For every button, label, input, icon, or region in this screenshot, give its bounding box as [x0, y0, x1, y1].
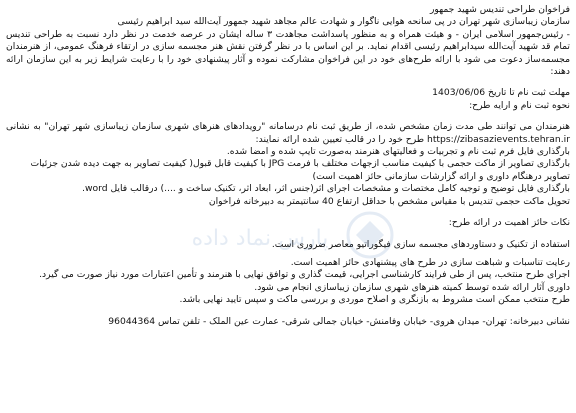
criteria-item-1: استفاده از تکنیک و دستاوردهای مجسمه سازی فیگوراتیو معاصر ضروری است.: [271, 238, 570, 250]
requirement-item-2: بارگذاری تصاویر از ماکت حجمی با کیفیت مناسب ازجهات مختلف با فرمت JPG با کیفیت قابل قبول( کیفیت تصاویر به جهت دیده شدن جزئیات تصاویر درهنگام داوری و ارائه گزارشات سازمانی حائز اهمیت است): [30, 158, 570, 182]
requirement-item-4: تحویل ماکت حجمی تندیس با مقیاس مشخص با حداقل ارتفاع 40 سانتیمتر به دبیرخانه فراخوان: [208, 195, 570, 207]
register-paragraph: هنرمندان می توانند طی مدت زمان مشخص شده، از طریق ثبت نام درسامانه "رویدادهای هنرهای شهری سازمان زیباسازی شهر تهران" به نشانی https://zibasazievents.tehran.ir طرح خود را در قالب تعیین شده ارائه نمایند:: [6, 121, 570, 145]
intro-paragraph: - رئیس‌جمهور اسلامی ایران - و هیئت همراه و به منظور پاسداشت مجاهدت ۳ ساله ایشان در عرصه خدمت در نظر دارد نسبت به طراحی تندیس تمام قد شهید آیت‌الله سیدابراهیم رئیسی اقدام نماید. بر این اساس با در نظر گرفتن نقش هنر مجسمه سازی در ارتقاء فرهنگ عمومی، از هنرمندان مجسمه‌ساز دعوت می شود با ارائه طرح‌های خود در این فراخوان مشارکت نموده و آثار پیشنهادی خود را با رعایت شرایط زیر به این سازمان ارائه دهند:: [6, 28, 570, 78]
how-to-register-heading: نحوه ثبت نام و ارایه طرح:: [469, 99, 570, 111]
notice-subtitle: سازمان زیباسازی شهر تهران در پی سانحه هوایی ناگوار و شهادت عالم مجاهد شهید جمهور آیت‌الله سید ابراهیم رئیسی: [117, 16, 570, 28]
secretariat-address: نشانی دبیرخانه: تهران- میدان هروی- خیابان وفامنش- خیابان جمالی شرقی- عمارت عین الملک - تلفن تماس 96044364: [108, 315, 570, 327]
watermark-text: پارس نماد داده: [191, 226, 329, 251]
deadline-text: مهلت ثبت نام تا تاریخ 1403/06/06: [432, 87, 570, 99]
requirement-item-3: بارگذاری فایل توضیح و توجیه کامل مختصات و مشخصات اجرای اثر(جنس اثر، ابعاد اثر، تکنیک ساخت و ....) درقالب فایل word.: [82, 183, 570, 195]
criteria-item-4: داوری آثار ارائه شده توسط کمیته هنرهای شهری سازمان زیباسازی انجام می شود.: [254, 281, 570, 293]
criteria-item-2: رعایت تناسبات و شباهت سازی در طرح های پیشنهادی حائز اهمیت است.: [290, 256, 570, 268]
criteria-item-5: طرح منتخب ممکن است مشروط به بازنگری و اصلاح موردی و بررسی ماکت و سپس تایید نهایی باشد.: [179, 294, 570, 306]
criteria-item-3: اجرای طرح منتخب، پس از طی فرایند کارشناسی اجرایی، قیمت گذاری و توافق نهایی با هنرمند و تأمین اعتبارات مورد نیاز صورت می گیرد.: [39, 269, 570, 281]
requirement-item-1: بارگذاری فایل فرم ثبت نام و تجربیات و فعالیتهای هنرمند به‌صورت تایپ شده و امضا شده.: [226, 146, 570, 158]
notice-title: فراخوان طراحی تندیس شهید جمهور: [429, 4, 570, 15]
criteria-heading: نکات حائز اهمیت در ارائه طرح:: [448, 217, 570, 229]
